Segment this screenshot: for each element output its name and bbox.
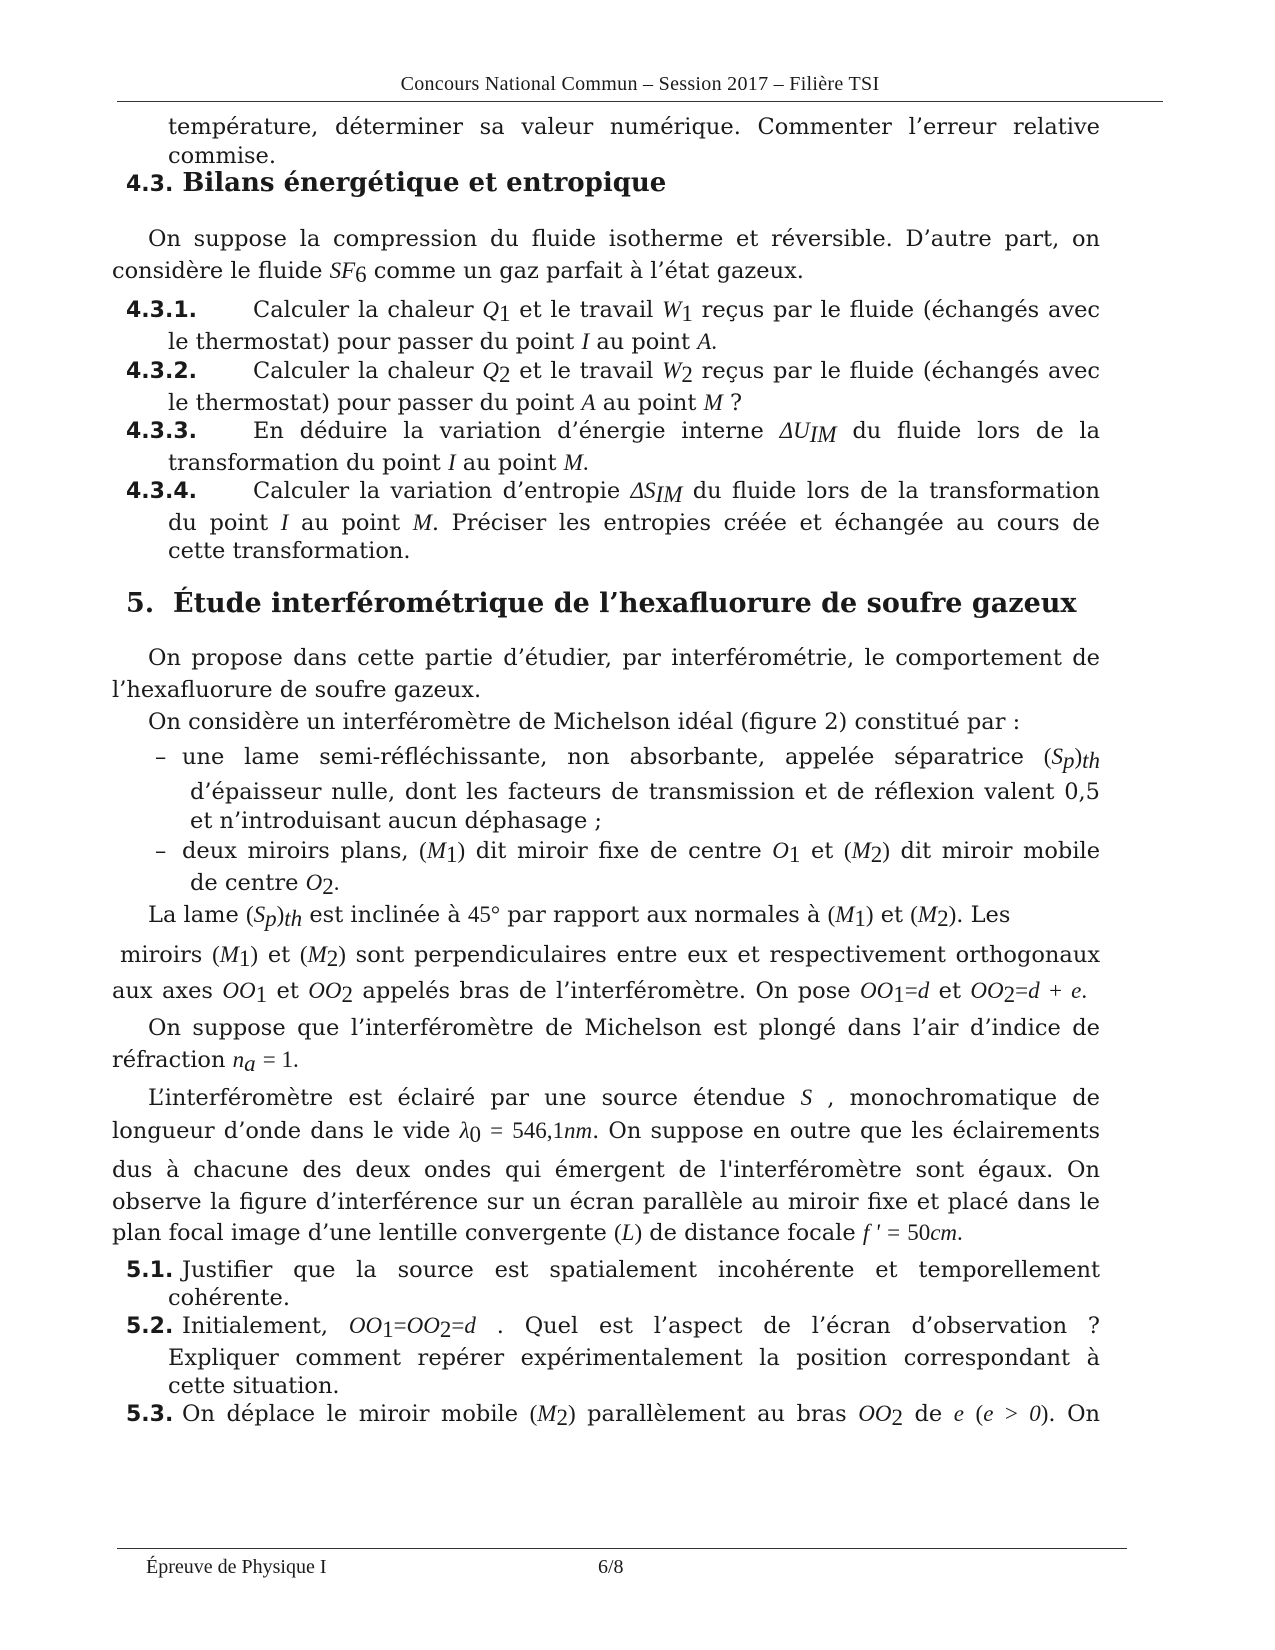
list-item-cont: de centre $O_2$.	[190, 870, 340, 899]
paragraph-line: plan focal image d’une lentille convergente (L) de distance focale f ' = 50cm.	[112, 1220, 963, 1246]
paragraph-line: aux axes $OO_1$ et $OO_2$ appelés bras de l’interféromètre. On pose $OO_1=d$ et $OO_2=d + e$.	[112, 978, 1088, 1007]
list-item: deux miroirs plans, $(M_1)$ dit miroir fixe de centre $O_1$ et $(M_2)$ dit miroir mobile	[182, 838, 1101, 867]
page-number: 6/8	[598, 1556, 624, 1578]
question-5-3: On déplace le miroir mobile $(M_2)$ parallèlement au bras $OO_2$ de e (e > 0). On	[182, 1401, 1101, 1430]
paragraph-line: On propose dans cette partie d’étudier, par interférométrie, le comportement de	[148, 645, 1100, 671]
footer-rule	[117, 1548, 1127, 1549]
paragraph-line: considère le fluide $SF_6$ comme un gaz parfait à l’état gazeux.	[112, 258, 804, 287]
continuation-line: température, déterminer sa valeur numérique. Commenter l’erreur relative	[168, 114, 1100, 140]
question-number: 5.3.	[126, 1402, 174, 1427]
list-bullet: –	[155, 838, 167, 864]
question-number: 5.1.	[126, 1258, 174, 1283]
paragraph-line: On suppose que l’interféromètre de Michelson est plongé dans l’air d’indice de	[148, 1015, 1100, 1041]
paragraph-line: miroirs $(M_1)$ et $(M_2)$ sont perpendiculaires entre eux et respectivement orthogonaux	[120, 942, 1101, 971]
question-4-3-4: Calculer la variation d’entropie $\Delta S_{IM}$ du fluide lors de la transformation	[253, 478, 1100, 507]
paragraph-line: l’hexafluorure de soufre gazeux.	[112, 677, 482, 703]
question-number: 5.2.	[126, 1314, 174, 1339]
question-5-1: Justifier que la source est spatialement incohérente et temporellement	[182, 1257, 1100, 1283]
paragraph-line: La lame $(S_p)_{th}$ est inclinée à 45° par rapport aux normales à $(M_1)$ et $(M_2)$. Les	[148, 902, 1011, 931]
paragraph-line: réfraction $n_a = 1$.	[112, 1047, 299, 1076]
question-4-3-3: En déduire la variation d’énergie interne $\Delta U_{IM}$ du fluide lors de la	[253, 418, 1100, 447]
list-item: une lame semi-réfléchissante, non absorbante, appelée séparatrice $(S_p)_{th}$	[182, 744, 1100, 773]
question-4-3-4-cont: cette transformation.	[168, 538, 411, 564]
question-4-3-3-cont: transformation du point I au point M.	[168, 450, 589, 476]
question-5-1-cont: cohérente.	[168, 1285, 291, 1311]
question-4-3-4-cont: du point I au point M. Préciser les entropies créée et échangée au cours de	[168, 510, 1100, 536]
question-5-2-cont: Expliquer comment repérer expérimentalement la position correspondant à	[168, 1345, 1100, 1371]
question-4-3-2: Calculer la chaleur $Q_2$ et le travail $W_2$ reçus par le fluide (échangés avec	[253, 358, 1100, 387]
question-number: 4.3.1.	[126, 298, 197, 323]
paragraph-line: On suppose la compression du fluide isotherme et réversible. D’autre part, on	[148, 226, 1100, 252]
paragraph-line: observe la figure d’interférence sur un écran parallèle au miroir fixe et placé dans le	[112, 1189, 1100, 1215]
list-bullet: –	[155, 744, 167, 770]
header-rule	[117, 101, 1163, 102]
question-4-3-1: Calculer la chaleur $Q_1$ et le travail $W_1$ reçus par le fluide (échangés avec	[253, 297, 1100, 326]
question-4-3-2-cont: le thermostat) pour passer du point A au point M ?	[168, 390, 743, 416]
question-4-3-1-cont: le thermostat) pour passer du point I au point A.	[168, 329, 718, 355]
question-5-2-cont: cette situation.	[168, 1373, 340, 1399]
question-number: 4.3.3.	[126, 419, 197, 444]
question-5-2: Initialement, $OO_1=OO_2=d$ . Quel est l’aspect de l’écran d’observation ?	[182, 1313, 1100, 1342]
paragraph-line: On considère un interféromètre de Michelson idéal (figure 2) constitué par :	[148, 709, 1021, 735]
paragraph-line: dus à chacune des deux ondes qui émergent de l'interféromètre sont égaux. On	[112, 1157, 1100, 1183]
question-number: 4.3.2.	[126, 359, 197, 384]
section-heading-4-3: 4.3. Bilans énergétique et entropique	[126, 168, 667, 198]
continuation-line: commise.	[168, 143, 277, 169]
paragraph-line: longueur d’onde dans le vide $\lambda_0 = 546,1nm$. On suppose en outre que les éclairements	[112, 1118, 1101, 1147]
footer-title: Épreuve de Physique I	[146, 1556, 327, 1578]
paragraph-line: L’interféromètre est éclairé par une source étendue S , monochromatique de	[148, 1085, 1100, 1111]
section-heading-5: 5. Étude interférométrique de l’hexafluorure de soufre gazeux	[126, 588, 1077, 619]
list-item-cont: d’épaisseur nulle, dont les facteurs de transmission et de réflexion valent 0,5	[190, 779, 1100, 805]
running-header: Concours National Commun – Session 2017 – Filière TSI	[400, 73, 880, 95]
question-number: 4.3.4.	[126, 479, 197, 504]
list-item-cont: et n’introduisant aucun déphasage ;	[190, 808, 602, 834]
